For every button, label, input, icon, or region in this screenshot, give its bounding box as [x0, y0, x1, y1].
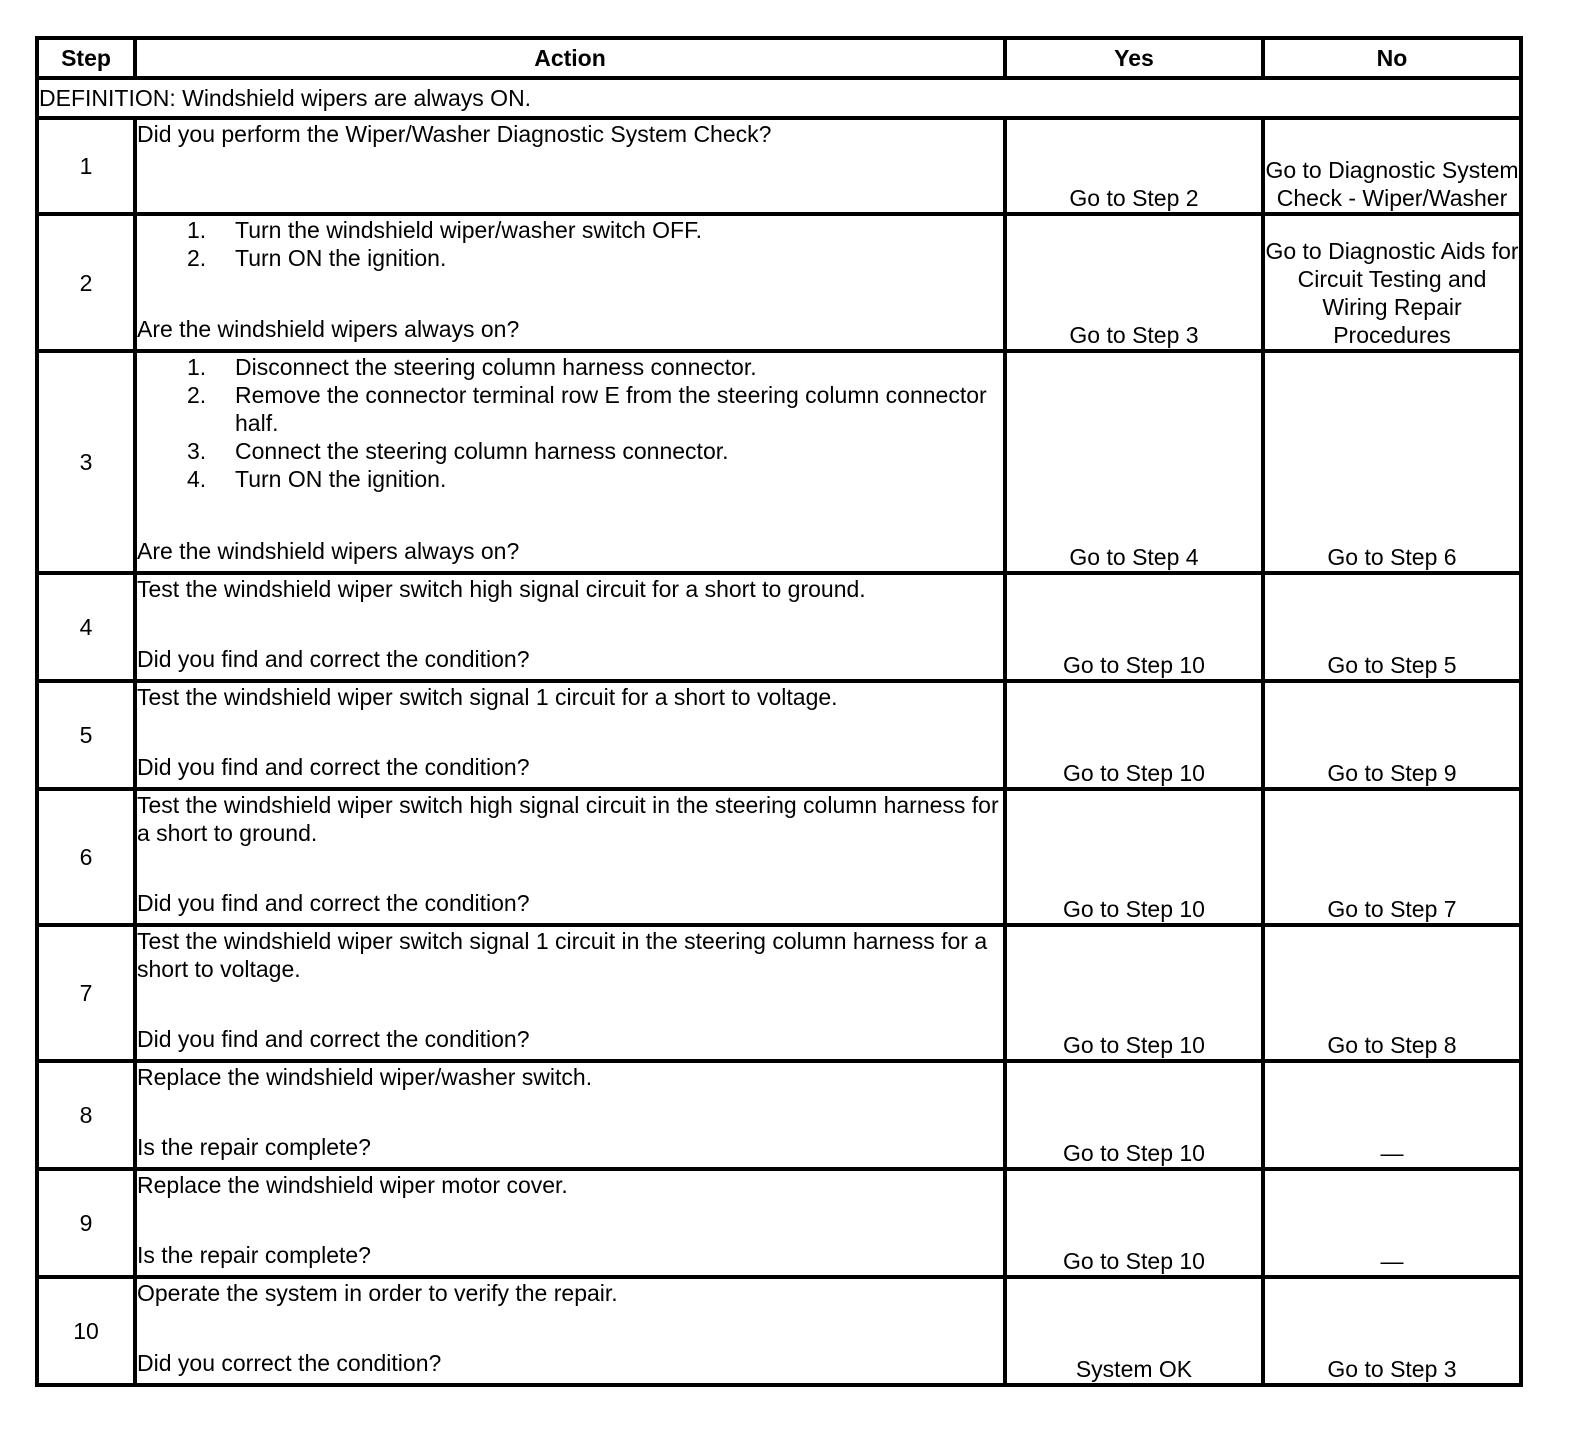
- definition-row: [37, 78, 1521, 118]
- list-item: 2. Remove the connector terminal row E from the steering column connector half.: [187, 382, 987, 436]
- table-row: [37, 118, 1521, 214]
- step-number: 6: [37, 789, 135, 925]
- action-cell: [135, 1169, 1005, 1277]
- header-yes: Yes: [1005, 38, 1263, 78]
- header-step: Step: [37, 38, 135, 78]
- no-cell: Go to Step 6: [1263, 351, 1521, 573]
- action-text: Replace the windshield wiper/washer switch.: [137, 1064, 593, 1090]
- action-text: Replace the windshield wiper motor cover.: [137, 1172, 568, 1198]
- table-row: [37, 789, 1521, 925]
- no-cell: Go to Step 7: [1263, 789, 1521, 925]
- list-item: 1. Turn the windshield wiper/washer switch OFF.: [187, 217, 702, 243]
- action-cell: [135, 351, 1005, 573]
- diagnostic-table: [35, 36, 1523, 1387]
- step-number: 2: [37, 214, 135, 351]
- table-row: [37, 351, 1521, 573]
- step-number: 1: [37, 118, 135, 214]
- action-question: Are the windshield wipers always on?: [137, 316, 520, 342]
- yes-cell: Go to Step 10: [1005, 573, 1263, 681]
- table-row: [37, 681, 1521, 789]
- action-question: Did you find and correct the condition?: [137, 754, 530, 780]
- list-item: 1. Disconnect the steering column harness connector.: [187, 354, 757, 380]
- no-cell: —: [1263, 1061, 1521, 1169]
- table-row: [37, 573, 1521, 681]
- header-action: Action: [135, 38, 1005, 78]
- action-cell: [135, 1277, 1005, 1385]
- yes-cell: Go to Step 2: [1005, 118, 1263, 214]
- yes-cell: Go to Step 4: [1005, 351, 1263, 573]
- action-text: Operate the system in order to verify the repair.: [137, 1280, 618, 1306]
- action-question: Did you find and correct the condition?: [137, 1026, 530, 1052]
- step-number: 9: [37, 1169, 135, 1277]
- no-cell: Go to Step 5: [1263, 573, 1521, 681]
- step-number: 3: [37, 351, 135, 573]
- step-number: 5: [37, 681, 135, 789]
- action-text: Test the windshield wiper switch signal 1 circuit for a short to voltage.: [137, 684, 838, 710]
- no-cell: Go to Diagnostic System Check - Wiper/Washer: [1263, 118, 1521, 214]
- yes-cell: Go to Step 10: [1005, 925, 1263, 1061]
- action-text: Test the windshield wiper switch high signal circuit in the steering column harness for a short to ground.: [137, 792, 999, 846]
- action-cell: [135, 925, 1005, 1061]
- action-cell: [135, 681, 1005, 789]
- action-question: Did you correct the condition?: [137, 1350, 442, 1376]
- action-cell: [135, 789, 1005, 925]
- step-number: 10: [37, 1277, 135, 1385]
- action-cell: [135, 118, 1005, 214]
- action-text: Did you perform the Wiper/Washer Diagnostic System Check?: [137, 121, 772, 147]
- table-row: [37, 1169, 1521, 1277]
- table-row: [37, 925, 1521, 1061]
- action-list: [137, 353, 1003, 493]
- step-number: 8: [37, 1061, 135, 1169]
- no-cell: Go to Step 8: [1263, 925, 1521, 1061]
- action-text: Test the windshield wiper switch signal 1 circuit in the steering column harness for a short to voltage.: [137, 928, 988, 982]
- table-row: [37, 1277, 1521, 1385]
- action-question: Is the repair complete?: [137, 1242, 371, 1268]
- yes-cell: Go to Step 10: [1005, 1169, 1263, 1277]
- action-question: Did you find and correct the condition?: [137, 890, 530, 916]
- header-row: [37, 38, 1521, 78]
- step-number: 7: [37, 925, 135, 1061]
- action-question: Are the windshield wipers always on?: [137, 538, 520, 564]
- list-item: 2. Turn ON the ignition.: [187, 245, 447, 271]
- action-list: [137, 216, 1003, 272]
- yes-cell: Go to Step 3: [1005, 214, 1263, 351]
- no-cell: Go to Step 9: [1263, 681, 1521, 789]
- yes-cell: Go to Step 10: [1005, 681, 1263, 789]
- no-cell: Go to Diagnostic Aids for Circuit Testing and Wiring Repair Procedures: [1263, 214, 1521, 351]
- action-cell: [135, 573, 1005, 681]
- no-cell: —: [1263, 1169, 1521, 1277]
- action-text: Test the windshield wiper switch high signal circuit for a short to ground.: [137, 576, 866, 602]
- header-no: No: [1263, 38, 1521, 78]
- yes-cell: System OK: [1005, 1277, 1263, 1385]
- yes-cell: Go to Step 10: [1005, 1061, 1263, 1169]
- yes-cell: Go to Step 10: [1005, 789, 1263, 925]
- list-item: 4. Turn ON the ignition.: [187, 466, 447, 492]
- list-item: 3. Connect the steering column harness connector.: [187, 438, 729, 464]
- action-cell: [135, 214, 1005, 351]
- no-cell: Go to Step 3: [1263, 1277, 1521, 1385]
- diagnostic-table-container: [35, 36, 1523, 1387]
- step-number: 4: [37, 573, 135, 681]
- action-question: Is the repair complete?: [137, 1134, 371, 1160]
- action-cell: [135, 1061, 1005, 1169]
- action-question: Did you find and correct the condition?: [137, 646, 530, 672]
- definition-text: DEFINITION: Windshield wipers are always ON.: [37, 78, 1521, 118]
- table-row: [37, 214, 1521, 351]
- table-row: [37, 1061, 1521, 1169]
